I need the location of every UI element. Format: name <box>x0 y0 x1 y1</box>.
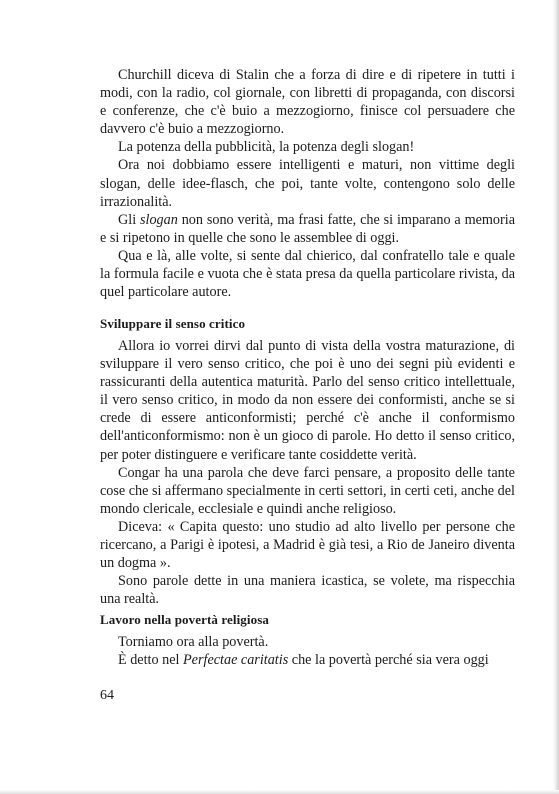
text-run: Torniamo ora alla povertà. <box>118 634 269 650</box>
paragraph <box>100 156 515 210</box>
text-run: La potenza della pubblicità, la potenza degli slogan! <box>118 139 415 156</box>
text-run: Sono parole dette in una maniera icastica, se volete, ma rispecchia una realtà. <box>100 573 515 608</box>
paragraph <box>100 633 515 651</box>
text-run: che la povertà perché sia vera oggi <box>288 652 489 669</box>
italic-run: slogan <box>140 211 178 228</box>
paragraph <box>100 464 515 518</box>
paragraph <box>100 651 515 669</box>
section-heading-senso-critico: Sviluppare il senso critico <box>100 316 246 331</box>
page-edge-shadow <box>553 0 559 794</box>
intro-text-block <box>100 66 515 301</box>
text-run: Qua e là, alle volte, si sente dal chierico, dal confratello tale e quale la formula facile e vuota che è stata presa da quella particolare rivista, da quel particolare autore. <box>100 247 515 301</box>
text-run: Churchill diceva di Stalin che a forza di dire e di ripetere in tutti i modi, con la radio, col giornale, con libretti di propaganda, con discorsi e conferenze, che c'è buio a mezzogiorno, finisce col persuadere che davvero c'è buio a mezzogiorno. <box>100 67 515 138</box>
text-run: Ora noi dobbiamo essere intelligenti e maturi, non vittime degli slogan, delle idee-flasch, che poi, tante volte, contengono solo delle irrazionalità. <box>100 157 515 210</box>
lavoro-poverta-text-block <box>100 633 515 669</box>
paragraph <box>100 247 515 301</box>
text-run: È detto nel <box>118 652 184 669</box>
text-run: Diceva: « Capita questo: uno studio ad alto livello per persone che ricercano, a Parigi è ipotesi, a Madrid è già tesi, a Rio de Janeiro diventa un dogma ». <box>100 518 515 572</box>
section-heading-lavoro-poverta: Lavoro nella povertà religiosa <box>100 612 269 627</box>
text-run: non sono verità, ma frasi fatte, che si imparano a memoria e si ripetono in quelle che sono le assemblee di oggi. <box>100 211 515 246</box>
page-bottom-shadow <box>0 790 559 794</box>
paragraph <box>100 518 515 572</box>
paragraph <box>100 572 515 608</box>
page-number: 64 <box>100 688 114 703</box>
paragraph <box>100 138 515 156</box>
paragraph <box>100 337 515 464</box>
text-run: Gli <box>118 211 140 228</box>
text-run: Allora io vorrei dirvi dal punto di vista della vostra maturazione, di sviluppare il vero senso critico, che poi è uno dei segni più evidenti e rassicuranti della autentica maturità. Parlo del senso critico intellettuale, il vero senso critico, in modo da non essere dei conformisti, anche se si crede di essere anticonformisti; perché c'è anche il conformismo dell'anticonformismo: non è un gioco di parole. Ho detto il senso critico, per poter distinguere e verificare tante cosiddette verità. <box>100 338 515 463</box>
text-run: Congar ha una parola che deve farci pensare, a proposito delle tante cose che si affermano specialmente in certi settori, in certi ceti, anche del mondo clericale, ecclesiale e quindi anche religioso. <box>100 464 515 517</box>
italic-run: Perfectae caritatis <box>183 652 289 669</box>
paragraph <box>100 211 515 247</box>
senso-critico-text-block <box>100 337 515 608</box>
paragraph <box>100 66 515 138</box>
